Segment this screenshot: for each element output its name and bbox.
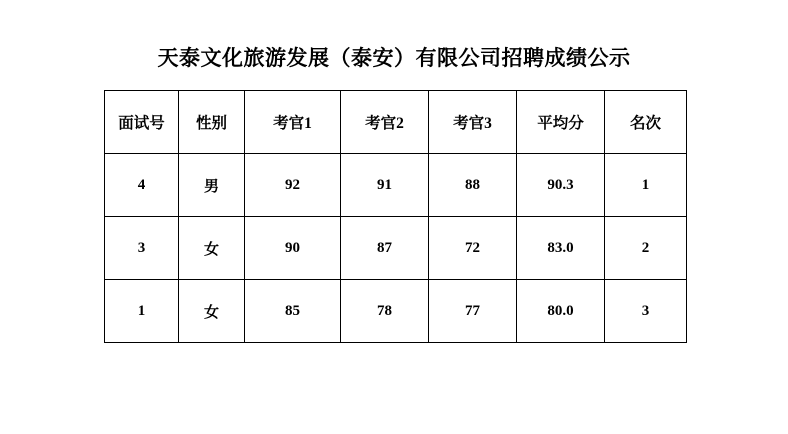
score-table-container — [104, 90, 686, 343]
page-title: 天泰文化旅游发展（泰安）有限公司招聘成绩公示 — [157, 46, 631, 70]
cell-gender: 女 — [179, 280, 245, 343]
column-header-gender: 性别 — [179, 91, 245, 154]
cell-interview-id: 1 — [105, 280, 179, 343]
table-row — [105, 154, 687, 217]
cell-rank: 3 — [605, 280, 687, 343]
cell-rank: 1 — [605, 154, 687, 217]
cell-judge-1: 85 — [245, 280, 341, 343]
cell-gender: 男 — [179, 154, 245, 217]
cell-rank: 2 — [605, 217, 687, 280]
cell-judge-2: 87 — [341, 217, 429, 280]
column-header-average: 平均分 — [517, 91, 605, 154]
cell-judge-1: 92 — [245, 154, 341, 217]
column-header-interview-id: 面试号 — [105, 91, 179, 154]
cell-gender: 女 — [179, 217, 245, 280]
cell-judge-3: 88 — [429, 154, 517, 217]
cell-interview-id: 3 — [105, 217, 179, 280]
table-header-row — [105, 91, 687, 154]
cell-judge-3: 77 — [429, 280, 517, 343]
cell-average: 90.3 — [517, 154, 605, 217]
score-table — [104, 90, 687, 343]
cell-judge-2: 91 — [341, 154, 429, 217]
column-header-rank: 名次 — [605, 91, 687, 154]
cell-average: 83.0 — [517, 217, 605, 280]
table-row — [105, 280, 687, 343]
cell-judge-2: 78 — [341, 280, 429, 343]
cell-judge-1: 90 — [245, 217, 341, 280]
column-header-judge-3: 考官3 — [429, 91, 517, 154]
table-row — [105, 217, 687, 280]
cell-interview-id: 4 — [105, 154, 179, 217]
column-header-judge-1: 考官1 — [245, 91, 341, 154]
cell-average: 80.0 — [517, 280, 605, 343]
cell-judge-3: 72 — [429, 217, 517, 280]
column-header-judge-2: 考官2 — [341, 91, 429, 154]
